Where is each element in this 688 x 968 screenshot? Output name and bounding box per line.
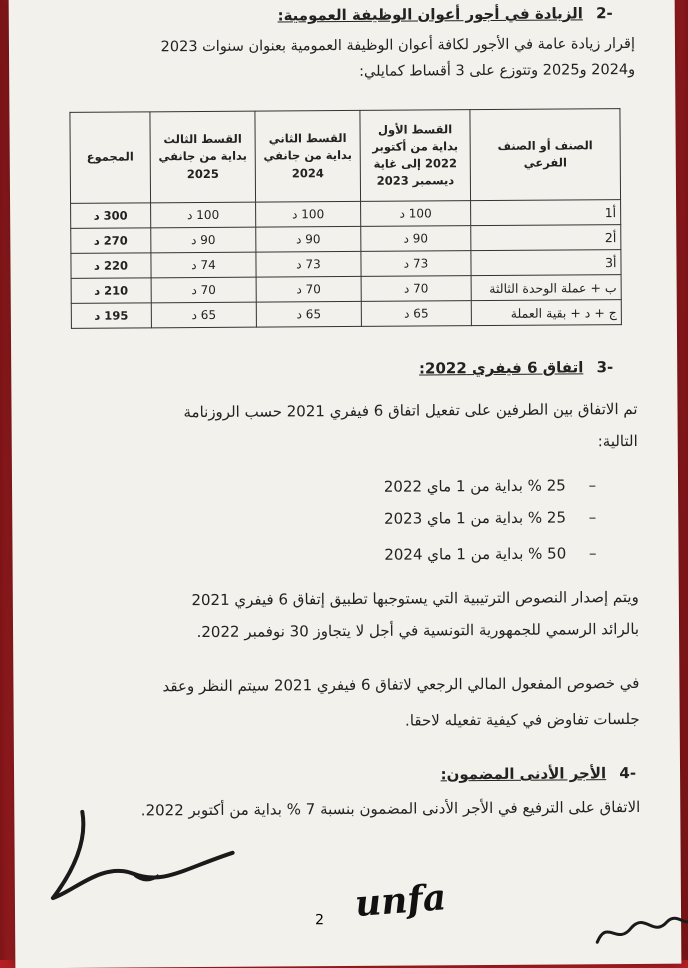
header-inst2-line3: 2024 bbox=[291, 165, 324, 180]
header-inst1-line3: 2022 إلى غاية bbox=[373, 156, 458, 171]
header-category-label: الصنف أو الصنف الفرعي bbox=[497, 138, 593, 170]
cell-category: أ3 bbox=[471, 250, 621, 276]
section-4-title: الأجر الأدنى المضمون: bbox=[440, 764, 607, 784]
signature-middle: unfa bbox=[353, 876, 448, 926]
cell-category: ج + د + بقية العملة bbox=[471, 300, 621, 326]
signature-right-icon bbox=[587, 898, 688, 955]
cell-inst2: 100 د bbox=[256, 201, 361, 227]
table-row bbox=[71, 250, 621, 279]
cell-category: أ1 bbox=[471, 200, 621, 226]
table-row bbox=[71, 275, 621, 304]
section-3-bullet bbox=[384, 476, 596, 495]
section-3-heading bbox=[419, 358, 613, 377]
bullet-dash: – bbox=[588, 476, 597, 495]
header-installment-2 bbox=[255, 110, 361, 202]
header-inst1-line4: ديسمبر 2023 bbox=[376, 173, 455, 189]
signature-left-icon bbox=[42, 801, 253, 912]
cell-inst1: 90 د bbox=[361, 226, 471, 252]
document-page bbox=[9, 0, 682, 968]
section-3-para2-line2: بالرائد الرسمي للجمهورية التونسية في أجل لا يتجاوز 30 نوفمبر 2022. bbox=[196, 619, 640, 642]
section-3-para3-line2: جلسات تفاوض في كيفية تفعيله لاحقا. bbox=[404, 709, 640, 730]
cell-inst3: 74 د bbox=[151, 252, 256, 278]
section-3-intro-line2: التالية: bbox=[597, 431, 638, 451]
bullet-text: 25 % بداية من 1 ماي 2023 bbox=[383, 508, 567, 528]
section-3-number: -3 bbox=[596, 358, 614, 377]
section-2-para-line2: و2024 و2025 وتتوزع على 3 أقساط كمايلي: bbox=[359, 61, 636, 80]
section-4-number: -4 bbox=[619, 763, 637, 783]
cell-inst2: 65 د bbox=[256, 301, 361, 327]
section-2-heading bbox=[277, 4, 612, 24]
section-2-title: الزيادة في أجور أعوان الوظيفة العمومية: bbox=[277, 4, 583, 25]
cell-inst3: 65 د bbox=[151, 302, 256, 328]
section-4-para: الاتفاق على الترفيع في الأجر الأدنى المضمون بنسبة 7 % بداية من أكتوبر 2022. bbox=[140, 797, 641, 820]
cell-inst1: 73 د bbox=[361, 251, 471, 277]
section-2-number: -2 bbox=[596, 4, 613, 23]
header-category bbox=[470, 109, 621, 201]
section-2-para-line1: إقرار زيادة عامة في الأجور لكافة أعوان الوظيفة العمومية بعنوان سنوات 2023 bbox=[160, 35, 636, 56]
cell-category: ب + عملة الوحدة الثالثة bbox=[471, 275, 621, 301]
section-3-title: اتفاق 6 فيفري 2022: bbox=[418, 358, 584, 378]
section-4-heading bbox=[440, 764, 636, 783]
section-3-bullet bbox=[384, 508, 596, 527]
cell-total: 300 د bbox=[71, 203, 151, 229]
cell-total: 220 د bbox=[71, 253, 151, 279]
cell-inst3: 70 د bbox=[151, 277, 256, 303]
bullet-text: 50 % بداية من 1 ماي 2024 bbox=[384, 544, 567, 564]
cell-total: 270 د bbox=[71, 228, 151, 254]
cell-inst3: 90 د bbox=[151, 227, 256, 253]
bullet-text: 25 % بداية من 1 ماي 2022 bbox=[383, 476, 566, 496]
table-row bbox=[71, 200, 621, 229]
section-3-para3-line1: في خصوص المفعول المالي الرجعي لاتفاق 6 فيفري 2021 سيتم النظر وعقد bbox=[162, 673, 640, 696]
cell-inst1: 70 د bbox=[361, 276, 471, 302]
header-inst3-line3: 2025 bbox=[186, 166, 219, 181]
header-total-label: المجموع bbox=[86, 149, 134, 165]
cell-inst1: 100 د bbox=[361, 201, 471, 227]
header-inst2-line2: بداية من جانفي bbox=[263, 148, 353, 163]
section-3-bullet bbox=[384, 544, 596, 563]
header-inst3-line1: القسط الثالث bbox=[163, 131, 242, 147]
table-header-row bbox=[70, 109, 621, 204]
header-installment-1 bbox=[360, 110, 471, 202]
cell-category: أ2 bbox=[471, 225, 621, 251]
bullet-dash: – bbox=[588, 508, 597, 527]
cell-inst3: 100 د bbox=[151, 202, 256, 228]
header-inst1-line1: القسط الأول bbox=[377, 121, 453, 137]
header-installment-3 bbox=[150, 111, 256, 203]
section-3-intro-line1: تم الاتفاق بين الطرفين على تفعيل اتفاق 6 فيفري 2021 حسب الروزنامة bbox=[183, 399, 638, 422]
cell-total: 195 د bbox=[71, 303, 151, 329]
header-inst3-line2: بداية من جانفي bbox=[158, 149, 248, 164]
header-total bbox=[70, 112, 151, 204]
header-inst2-line1: القسط الثاني bbox=[268, 131, 347, 146]
page-number: 2 bbox=[315, 912, 325, 929]
header-inst1-line2: بداية من أكتوبر bbox=[372, 138, 459, 154]
cell-inst1: 65 د bbox=[361, 301, 471, 327]
table-row bbox=[71, 300, 621, 329]
section-3-para2-line1: ويتم إصدار النصوص الترتيبية التي يستوجبها تطبيق إتفاق 6 فيفري 2021 bbox=[191, 587, 639, 610]
cell-total: 210 د bbox=[71, 278, 151, 304]
bullet-dash: – bbox=[588, 544, 597, 563]
cell-inst2: 90 د bbox=[256, 226, 361, 252]
salary-increase-table bbox=[69, 108, 622, 329]
cell-inst2: 70 د bbox=[256, 276, 361, 302]
table-row bbox=[71, 225, 621, 254]
cell-inst2: 73 د bbox=[256, 251, 361, 277]
